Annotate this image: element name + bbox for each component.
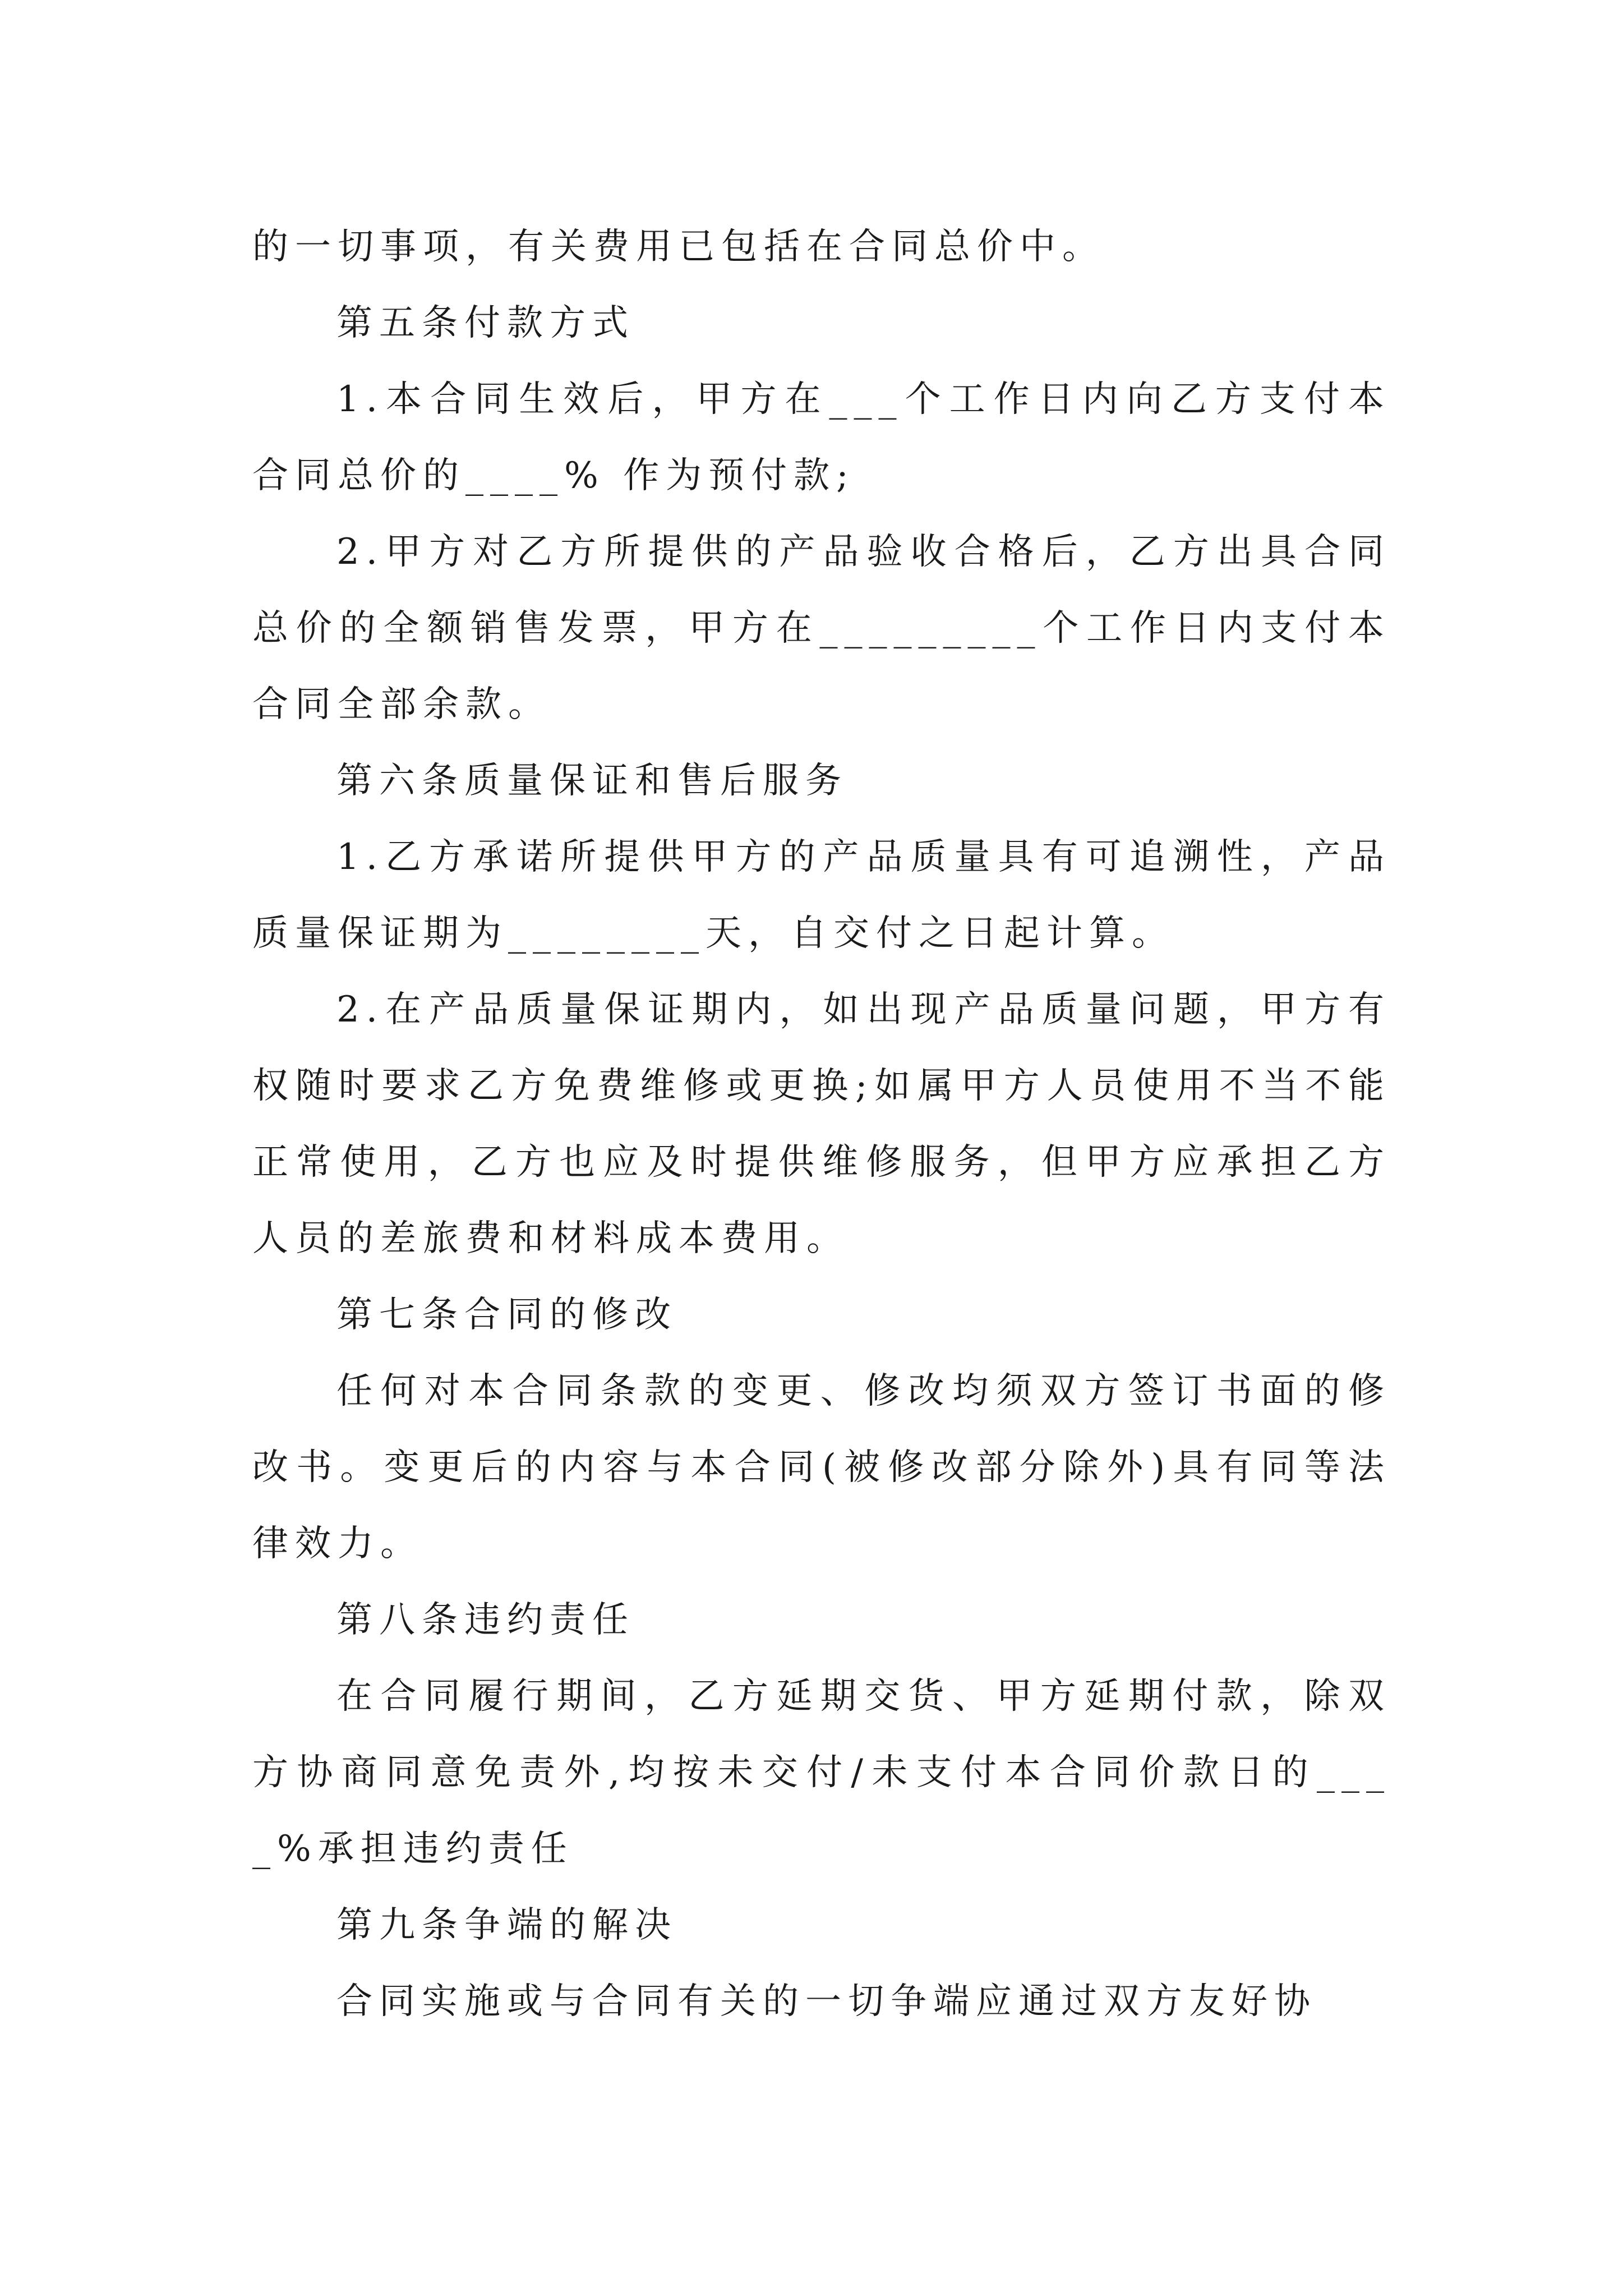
paragraph-article-8-body: 在合同履行期间，乙方延期交货、甲方延期付款，除双方协商同意免责外,均按未交付/未支付本合同价款日的____%承担违约责任	[252, 1676, 1391, 1870]
paragraph-article-5-clause-2: 2.甲方对乙方所提供的产品验收合格后，乙方出具合同总价的全额销售发票，甲方在_________个工作日内支付本合同全部余款。	[252, 531, 1391, 725]
section-heading-article-9: 第九条争端的解决	[336, 1904, 677, 1946]
paragraph-continuation: 的一切事项，有关费用已包括在合同总价中。	[252, 226, 1105, 268]
section-heading-article-5: 第五条付款方式	[336, 302, 635, 344]
paragraph-article-7-body: 任何对本合同条款的变更、修改均须双方签订书面的修改书。变更后的内容与本合同(被修改部分除外)具有同等法律效力。	[252, 1370, 1391, 1565]
document-body	[252, 209, 1391, 2040]
section-heading-article-6: 第六条质量保证和售后服务	[336, 760, 848, 802]
section-heading-article-8: 第八条违约责任	[336, 1599, 635, 1641]
paragraph-article-6-clause-2: 2.在产品质量保证期内，如出现产品质量问题，甲方有权随时要求乙方免费维修或更换;如属甲方人员使用不当不能正常使用，乙方也应及时提供维修服务，但甲方应承担乙方人员的差旅费和材料成本费用。	[252, 989, 1391, 1259]
section-heading-article-7: 第七条合同的修改	[336, 1294, 677, 1336]
paragraph-article-6-clause-1: 1.乙方承诺所提供甲方的产品质量具有可追溯性，产品质量保证期为________天，自交付之日起计算。	[252, 836, 1391, 954]
paragraph-article-5-clause-1: 1.本合同生效后，甲方在___个工作日内向乙方支付本合同总价的____% 作为预付款;	[252, 379, 1391, 496]
paragraph-article-9-body: 合同实施或与合同有关的一切争端应通过双方友好协	[336, 1981, 1317, 2022]
